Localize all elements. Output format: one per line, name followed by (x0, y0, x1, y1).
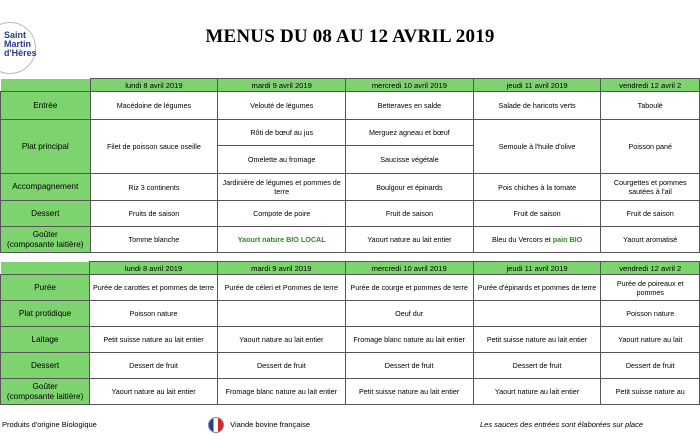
page-title: MENUS DU 08 AU 12 AVRIL 2019 (205, 26, 495, 47)
menu-cell: Tomme blanche (90, 227, 218, 253)
day-header: mardi 9 avril 2019 (217, 262, 345, 275)
menu-cell: Betteraves en salde (346, 92, 474, 120)
day-header: vendredi 12 avril 2 (601, 79, 700, 92)
menu-table-1 (0, 78, 700, 253)
menu-cell: Filet de poisson sauce oseille (90, 120, 218, 174)
menu-row-dessert (1, 201, 700, 227)
menu-cell: Yaourt nature au lait entier (473, 379, 601, 405)
day-header: lundi 8 avril 2019 (90, 262, 218, 275)
cell-text: Bleu du Vercors et (491, 235, 553, 244)
menu-cell: Yaourt nature au lait entier (217, 327, 345, 353)
menu-cell (473, 301, 601, 327)
menu-cell: Fruit de saison (473, 201, 601, 227)
row-label: Plat principal (1, 120, 91, 174)
row-label-line-1: Goûter (32, 381, 58, 391)
menu-cell: Dessert de fruit (601, 353, 700, 379)
row-label: Dessert (1, 201, 91, 227)
menu-cell: Boulgour et épinards (346, 174, 474, 201)
day-header: mercredi 10 avril 2019 (346, 79, 474, 92)
menu-cell: Rôti de bœuf au jus (218, 120, 346, 146)
row-label: Purée (1, 275, 90, 301)
menu-cell: Purée de courge et pommes de terre (345, 275, 473, 301)
menu-cell: Petit suisse nature au (601, 379, 700, 405)
menu-cell: Fruits de saison (90, 201, 218, 227)
header-corner (1, 262, 90, 275)
menu-row-gouter (1, 379, 700, 405)
menu-cell: Purée de carottes et pommes de terre (90, 275, 218, 301)
day-header: mardi 9 avril 2019 (218, 79, 346, 92)
menu-cell-bio: Yaourt nature BIO LOCAL (218, 227, 346, 253)
logo-line-2: Martin (4, 39, 31, 49)
menu-cell: Fruit de saison (601, 201, 700, 227)
row-label: Entrée (1, 92, 91, 120)
menu-cell: Omelette au fromage (218, 146, 346, 174)
menu-cell: Pois chiches à la tomate (473, 174, 601, 201)
row-label: Accompagnement (1, 174, 91, 201)
day-header: vendredi 12 avril 2 (601, 262, 700, 275)
footer-beef-note (208, 417, 310, 433)
row-label-line-2: (composante laitière) (6, 391, 84, 401)
menu-cell: Merguez agneau et bœuf (346, 120, 474, 146)
menu-cell: Poisson nature (90, 301, 218, 327)
menu-cell: Yaourt nature au lait (601, 327, 700, 353)
menu-cell: Dessert de fruit (217, 353, 345, 379)
logo-line-1: Saint (4, 30, 27, 40)
bio-text: pain BIO (552, 235, 583, 244)
menu-row-dessert (1, 353, 700, 379)
menu-cell: Jardinière de légumes et pommes de terre (218, 174, 346, 201)
footer-sauces-note: Les sauces des entrées sont élaborées sur place (480, 420, 644, 429)
row-label (1, 227, 91, 253)
row-label: Dessert (1, 353, 90, 379)
menu-cell: Poisson pané (601, 120, 700, 174)
day-header: jeudi 11 avril 2019 (473, 262, 601, 275)
day-header-row (1, 262, 700, 275)
menu-cell: Velouté de légumes (218, 92, 346, 120)
menu-row-plat-principal (1, 120, 700, 146)
day-header: jeudi 11 avril 2019 (473, 79, 601, 92)
row-label (1, 379, 90, 405)
menu-cell: Purée de céleri et Pommes de terre (217, 275, 345, 301)
menu-cell: Purée d'épinards et pommes de terre (473, 275, 601, 301)
menu-cell: Yaourt nature au lait entier (346, 227, 474, 253)
day-header: lundi 8 avril 2019 (90, 79, 218, 92)
menu-cell: Yaourt nature au lait entier (90, 379, 218, 405)
menu-cell: Macédoine de légumes (90, 92, 218, 120)
menu-cell: Saucisse végétale (346, 146, 474, 174)
menu-cell: Petit suisse nature au lait entier (345, 379, 473, 405)
footer-bio-note: Produits d'origine Biologique (2, 420, 97, 429)
menu-cell: Yaourt aromatisé (601, 227, 700, 253)
menu-table-2 (0, 261, 700, 405)
logo-line-3: d'Hères (4, 48, 37, 58)
menu-cell: Purée de poireaux et pommes (601, 275, 700, 301)
day-header: mercredi 10 avril 2019 (345, 262, 473, 275)
menu-row-entree (1, 92, 700, 120)
menu-cell: Petit suisse nature au lait entier (90, 327, 218, 353)
row-label-line-1: Goûter (32, 229, 58, 239)
menu-cell: Fromage blanc nature au lait entier (217, 379, 345, 405)
menu-cell: Salade de haricots verts (473, 92, 601, 120)
menu-cell: Compote de poire (218, 201, 346, 227)
menu-cell: Courgettes et pommes sautées à l'ail (601, 174, 700, 201)
menu-row-puree (1, 275, 700, 301)
menu-cell (473, 227, 601, 253)
menu-cell: Oeuf dur (345, 301, 473, 327)
menu-cell: Semoule à l'huile d'olive (473, 120, 601, 174)
menu-cell: Fromage blanc nature au lait entier (345, 327, 473, 353)
row-label: Laitage (1, 327, 90, 353)
menu-cell: Dessert de fruit (473, 353, 601, 379)
menu-cell: Poisson nature (601, 301, 700, 327)
menu-cell: Petit suisse nature au lait entier (473, 327, 601, 353)
menu-row-laitage (1, 327, 700, 353)
menu-cell: Fruit de saison (346, 201, 474, 227)
header-corner (1, 79, 91, 92)
row-label-line-2: (composante laitière) (7, 239, 84, 249)
menu-cell (217, 301, 345, 327)
menu-row-gouter (1, 227, 700, 253)
menu-cell: Dessert de fruit (345, 353, 473, 379)
row-label: Plat protidique (1, 301, 90, 327)
menu-row-plat-protidique (1, 301, 700, 327)
menu-cell: Riz 3 continents (90, 174, 218, 201)
menu-row-accompagnement (1, 174, 700, 201)
day-header-row (1, 79, 700, 92)
menu-cell: Taboulé (601, 92, 700, 120)
french-flag-icon (208, 417, 224, 433)
footer-beef-text: Viande bovine française (230, 419, 311, 429)
menu-cell: Dessert de fruit (90, 353, 218, 379)
